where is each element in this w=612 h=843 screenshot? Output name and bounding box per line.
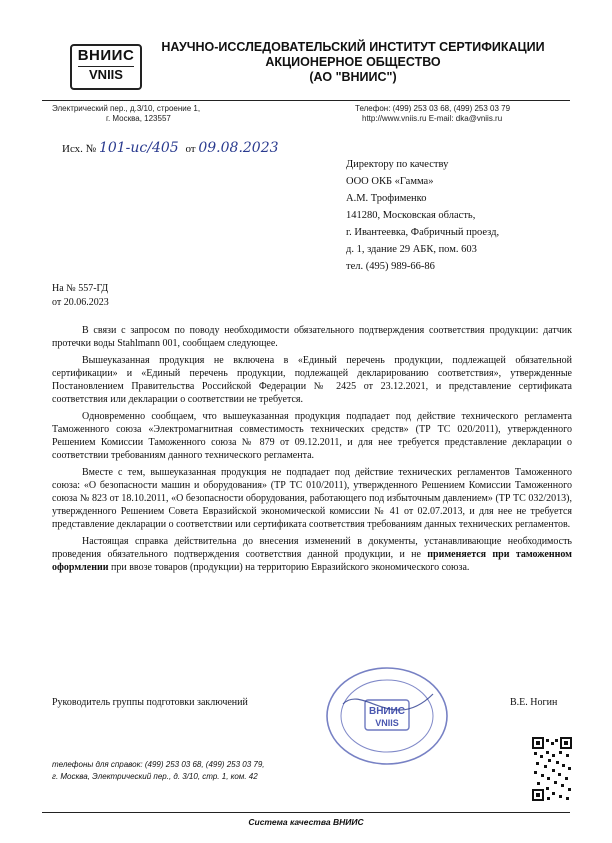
reference-number: На № 557-ГД <box>52 283 109 294</box>
addressee-line: тел. (495) 989-66-86 <box>346 261 435 272</box>
stamp-text-bottom: VNIIS <box>375 718 399 728</box>
outgoing-prefix: Исх. № <box>62 143 97 155</box>
phone-line: Телефон: (499) 253 03 68, (499) 253 03 79 <box>355 104 511 113</box>
paragraph-3: Одновременно сообщаем, что вышеуказанная продукция подпадает под действие технического регламента Таможенного союза «Электромагнитная совместимость технических средств» (ТР ТС 020/2011), утвержденного Решением Комиссии Таможенного союза № 879 от 09.12.2011, и для нее требуется представление декларации о соответствии требованиям данного технического регламента. <box>52 411 572 461</box>
addressee-block <box>346 156 586 275</box>
addressee-line: г. Ивантеевка, Фабричный проезд, <box>346 227 500 238</box>
addressee-line: д. 1, здание 29 АБК, пом. 603 <box>346 244 477 255</box>
org-name-line1: НАУЧНО-ИССЛЕДОВАТЕЛЬСКИЙ ИНСТИТУТ СЕРТИФИКАЦИИ <box>161 40 545 54</box>
paragraph-5-bold: применяется при таможенном оформлении <box>52 549 572 573</box>
org-name-line3: (АО "ВНИИС") <box>309 70 397 84</box>
reference-date: от 20.06.2023 <box>52 297 109 308</box>
addressee-line: Директору по качеству <box>346 159 449 170</box>
paragraph-2: Вышеуказанная продукция не включена в «Единый перечень продукции, подлежащей обязательной сертификации» и «Единый перечень продукции, подлежащей декларированию соответствия», утвержденные Постановлением Правительства Российской Федерации № 2425 от 23.12.2021, и представление сертификата соответствия или декларации о соответствии не требуется. <box>52 355 572 405</box>
paragraph-4: Вместе с тем, вышеуказанная продукция не подпадает под действие технических регламентов Таможенного союза: «О безопасности машин и оборудования» (ТР ТС 010/2011), утвержденного Решением Комиссии Таможенного союза № 823 от 18.10.2011, «О безопасности оборудования, работающего под избыточным давлением» (ТР ТС 032/2013), утвержденного Решением Совета Евразийской экономической комиссии № 41 от 02.07.2013, и для нее не требуется представление декларации о соответствии или сертификата соответствия требованиям данных технических регламентов. <box>52 467 572 530</box>
addressee-line: 141280, Московская область, <box>346 210 476 221</box>
signatory-name: В.Е. Ногин <box>510 697 558 708</box>
qr-code-icon <box>532 737 572 801</box>
footer-rule <box>42 812 570 813</box>
vniis-logo <box>70 44 142 90</box>
organization-stamp <box>323 664 451 768</box>
paragraph-5-part-b: при ввозе товаров (продукции) на территорию Евразийского экономического союза. <box>110 562 470 573</box>
addressee-line: А.М. Трофименко <box>346 193 427 204</box>
paragraph-1: В связи с запросом по поводу необходимости обязательного подтверждения соответствия продукции: датчик протечки воды Stahlmann 001, сообщаем следующее. <box>52 325 572 349</box>
outgoing-date-prefix: от <box>185 143 196 155</box>
logo-text-top: ВНИИС <box>77 47 135 64</box>
footer-phones: телефоны для справок: (499) 253 03 68, (499) 253 03 79, <box>52 760 265 769</box>
address-line2: г. Москва, 123557 <box>106 114 171 123</box>
paragraph-5-part-a: Настоящая справка действительна до внесения изменений в документы, устанавливающие необходимость проведения обязательного подтверждения соответствия данной продукции, и не <box>52 536 572 560</box>
header-rule <box>42 100 570 101</box>
paragraph-5 <box>52 535 572 574</box>
quality-system-label: Система качества ВНИИС <box>248 817 364 827</box>
logo-text-bottom: VNIIS <box>78 66 134 83</box>
address-line1: Электрический пер., д.3/10, строение 1, <box>52 104 201 113</box>
outgoing-date-value: 09.08.2023 <box>198 140 279 156</box>
addressee-line: ООО ОКБ «Гамма» <box>346 176 434 187</box>
signatory-role: Руководитель группы подготовки заключений <box>52 697 248 708</box>
footer-address: г. Москва, Электрический пер., д. 3/10, стр. 1, ком. 42 <box>52 772 258 781</box>
org-name-line2: АКЦИОНЕРНОЕ ОБЩЕСТВО <box>265 55 441 69</box>
outgoing-number <box>62 140 279 156</box>
web-line: http://www.vniis.ru E-mail: dka@vniis.ru <box>362 114 503 123</box>
letter-body <box>52 324 572 578</box>
outgoing-number-value: 101-ис/405 <box>98 140 179 156</box>
stamp-text-top: ВНИИС <box>368 706 406 717</box>
